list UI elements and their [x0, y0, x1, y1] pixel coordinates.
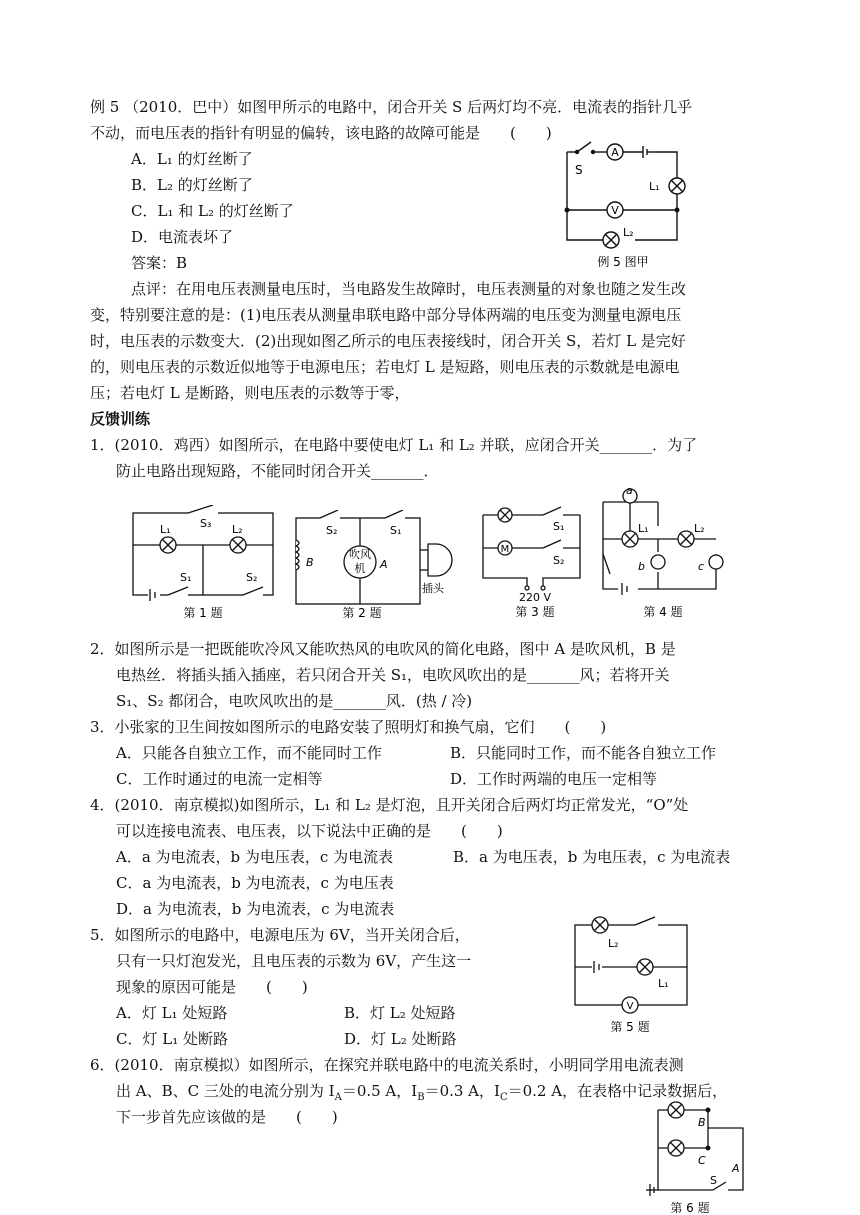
- example5-figure-caption: 例 5 图甲: [597, 255, 649, 269]
- figure4-circuit: [598, 484, 728, 620]
- example5-circuit-diagram: [555, 140, 695, 270]
- section-title: 反馈训练: [90, 410, 151, 428]
- question6-line3: 下一步首先应该做的是 ( ): [116, 1108, 338, 1126]
- question1-line2: 防止电路出现短路，不能同时闭合开关_______．: [116, 462, 439, 480]
- fig3-voltage-label: 220 V: [518, 591, 552, 604]
- fig2-fan-label-2: 机: [354, 562, 366, 575]
- figure2-circuit: [290, 510, 455, 620]
- fig5-caption: 第 5 题: [610, 1020, 650, 1034]
- example5-option-b: B．L₂ 的灯丝断了: [131, 176, 253, 194]
- fig6-a-label: A: [732, 1162, 740, 1175]
- figure6-circuit: [628, 1098, 748, 1215]
- fig4-b-label: b: [638, 560, 645, 573]
- question2-line2: 电热丝．将插头插入插座，若只闭合开关 S₁，电吹风吹出的是_______风；若将开关: [116, 666, 670, 684]
- switch-s-label: S: [575, 163, 583, 177]
- example5-option-a: A．L₁ 的灯丝断了: [131, 150, 253, 168]
- fig2-caption: 第 2 题: [342, 606, 382, 620]
- fig4-l2-label: L₂: [694, 522, 705, 535]
- example5-line1: 例 5 （2010．巴中）如图甲所示的电路中，闭合开关 S 后两灯均不亮．电流表的指针几乎: [90, 98, 693, 116]
- fig3-motor-label: M: [500, 544, 510, 555]
- question5-option-b: B．灯 L₂ 处短路: [344, 1004, 456, 1022]
- fig6-s-label: S: [710, 1174, 717, 1187]
- fig3-s1-label: S₁: [553, 520, 565, 533]
- question4-option-d: D．a 为电流表，b 为电流表，c 为电流表: [116, 900, 395, 918]
- fig6-b-label: B: [698, 1116, 706, 1129]
- question6-line1: 6．(2010．南京模拟）如图所示，在探究并联电路中的电流关系时，小明同学用电流表测: [90, 1056, 684, 1074]
- example5-comment-line5: 压；若电灯 L 是断路，则电压表的示数等于零，: [90, 384, 410, 402]
- question5-option-d: D．灯 L₂ 处断路: [344, 1030, 457, 1048]
- figure3-circuit: [475, 500, 590, 620]
- fig1-l1-label: L₁: [160, 523, 171, 536]
- fig2-b-label: B: [306, 556, 314, 569]
- fig4-caption: 第 4 题: [643, 605, 683, 619]
- question4-option-b: B．a 为电压表，b 为电压表，c 为电流表: [453, 848, 731, 866]
- question5-option-a: A．灯 L₁ 处短路: [116, 1004, 228, 1022]
- question2-line3: S₁、S₂ 都闭合，电吹风吹出的是_______风．(热 / 冷): [116, 692, 473, 710]
- example5-option-d: D．电流表坏了: [131, 228, 234, 246]
- example5-answer: 答案：B: [131, 254, 188, 272]
- example5-comment-line2: 变，特别要注意的是：(1)电压表从测量串联电路中部分导体两端的电压变为测量电源电压: [90, 306, 682, 324]
- fig1-s2-label: S₂: [246, 571, 258, 584]
- fig4-l1-label: L₁: [638, 522, 649, 535]
- example5-comment-line1: 点评：在用电压表测量电压时，当电路发生故障时，电压表测量的对象也随之发生改: [131, 280, 687, 298]
- fig6-c-label: C: [698, 1154, 706, 1167]
- fig1-l2-label: L₂: [232, 523, 243, 536]
- question3-line1: 3．小张家的卫生间按如图所示的电路安装了照明灯和换气扇，它们 ( ): [90, 718, 607, 736]
- question4-option-c: C．a 为电流表，b 为电流表，c 为电压表: [116, 874, 394, 892]
- question5-line1: 5．如图所示的电路中，电源电压为 6V，当开关闭合后，: [90, 926, 470, 944]
- example5-comment-line3: 时，电压表的示数变大．(2)出现如图乙所示的电压表接线时，闭合开关 S，若灯 L 是完好: [90, 332, 686, 350]
- question4-line1: 4．(2010．南京模拟)如图所示，L₁ 和 L₂ 是灯泡，且开关闭合后两灯均正常发光，“O”处: [90, 796, 689, 814]
- figure1-circuit: [128, 505, 278, 620]
- question5-line2: 只有一只灯泡发光，且电压表的示数为 6V，产生这一: [116, 952, 472, 970]
- fig5-l2-label: L₂: [608, 937, 619, 950]
- fig2-fan-label-1: 吹风: [349, 548, 371, 561]
- lamp-l2-label: L₂: [623, 226, 634, 239]
- fig5-l1-label: L₁: [658, 977, 669, 990]
- fig4-a-label: a: [626, 484, 633, 497]
- fig1-caption: 第 1 题: [183, 606, 223, 620]
- example5-option-c: C．L₁ 和 L₂ 的灯丝断了: [131, 202, 294, 220]
- fig2-a-label: A: [380, 558, 388, 571]
- question5-option-c: C．灯 L₁ 处断路: [116, 1030, 228, 1048]
- example5-comment-line4: 的，则电压表的示数近似地等于电源电压；若电灯 L 是短路，则电压表的示数就是电源电: [90, 358, 680, 376]
- question1-line1: 1．(2010．鸡西）如图所示，在电路中要使电灯 L₁ 和 L₂ 并联，应闭合开关_______．为了: [90, 436, 698, 454]
- ammeter-label: A: [611, 146, 619, 159]
- question4-line2: 可以连接电流表、电压表，以下说法中正确的是 ( ): [116, 822, 503, 840]
- fig3-caption: 第 3 题: [515, 605, 555, 619]
- fig2-plug-label: 插头: [422, 582, 444, 595]
- question6-line2: 出 A、B、C 三处的电流分别为 $I_A=0.5$ A，$I_B=0.3$ A，$I_C=0.2$ A，在表格中记录数据后，: [116, 1082, 728, 1103]
- question3-option-c: C．工作时通过的电流一定相等: [116, 770, 323, 788]
- question4-option-a: A．a 为电流表，b 为电压表，c 为电流表: [116, 848, 394, 866]
- fig6-caption: 第 6 题: [670, 1201, 710, 1215]
- question3-option-d: D．工作时两端的电压一定相等: [450, 770, 658, 788]
- example5-line2: 不动，而电压表的指针有明显的偏转，该电路的故障可能是 ( ): [90, 124, 552, 142]
- fig2-s1-label: S₁: [390, 524, 402, 537]
- fig2-s2-label: S₂: [326, 524, 338, 537]
- fig1-s1-label: S₁: [180, 571, 192, 584]
- voltmeter-label: V: [611, 204, 619, 217]
- fig3-s2-label: S₂: [553, 554, 565, 567]
- fig1-s3-label: S₃: [200, 517, 212, 530]
- fig5-voltmeter-label: V: [626, 1001, 634, 1012]
- figure5-circuit: [570, 915, 695, 1040]
- question2-line1: 2．如图所示是一把既能吹冷风又能吹热风的电吹风的简化电路，图中 A 是吹风机，B 是: [90, 640, 676, 658]
- question3-option-b: B．只能同时工作，而不能各自独立工作: [450, 744, 717, 762]
- question5-line3: 现象的原因可能是 ( ): [116, 978, 308, 996]
- lamp-l1-label: L₁: [649, 180, 660, 193]
- fig4-c-label: c: [698, 560, 705, 573]
- question3-option-a: A．只能各自独立工作，而不能同时工作: [116, 744, 382, 762]
